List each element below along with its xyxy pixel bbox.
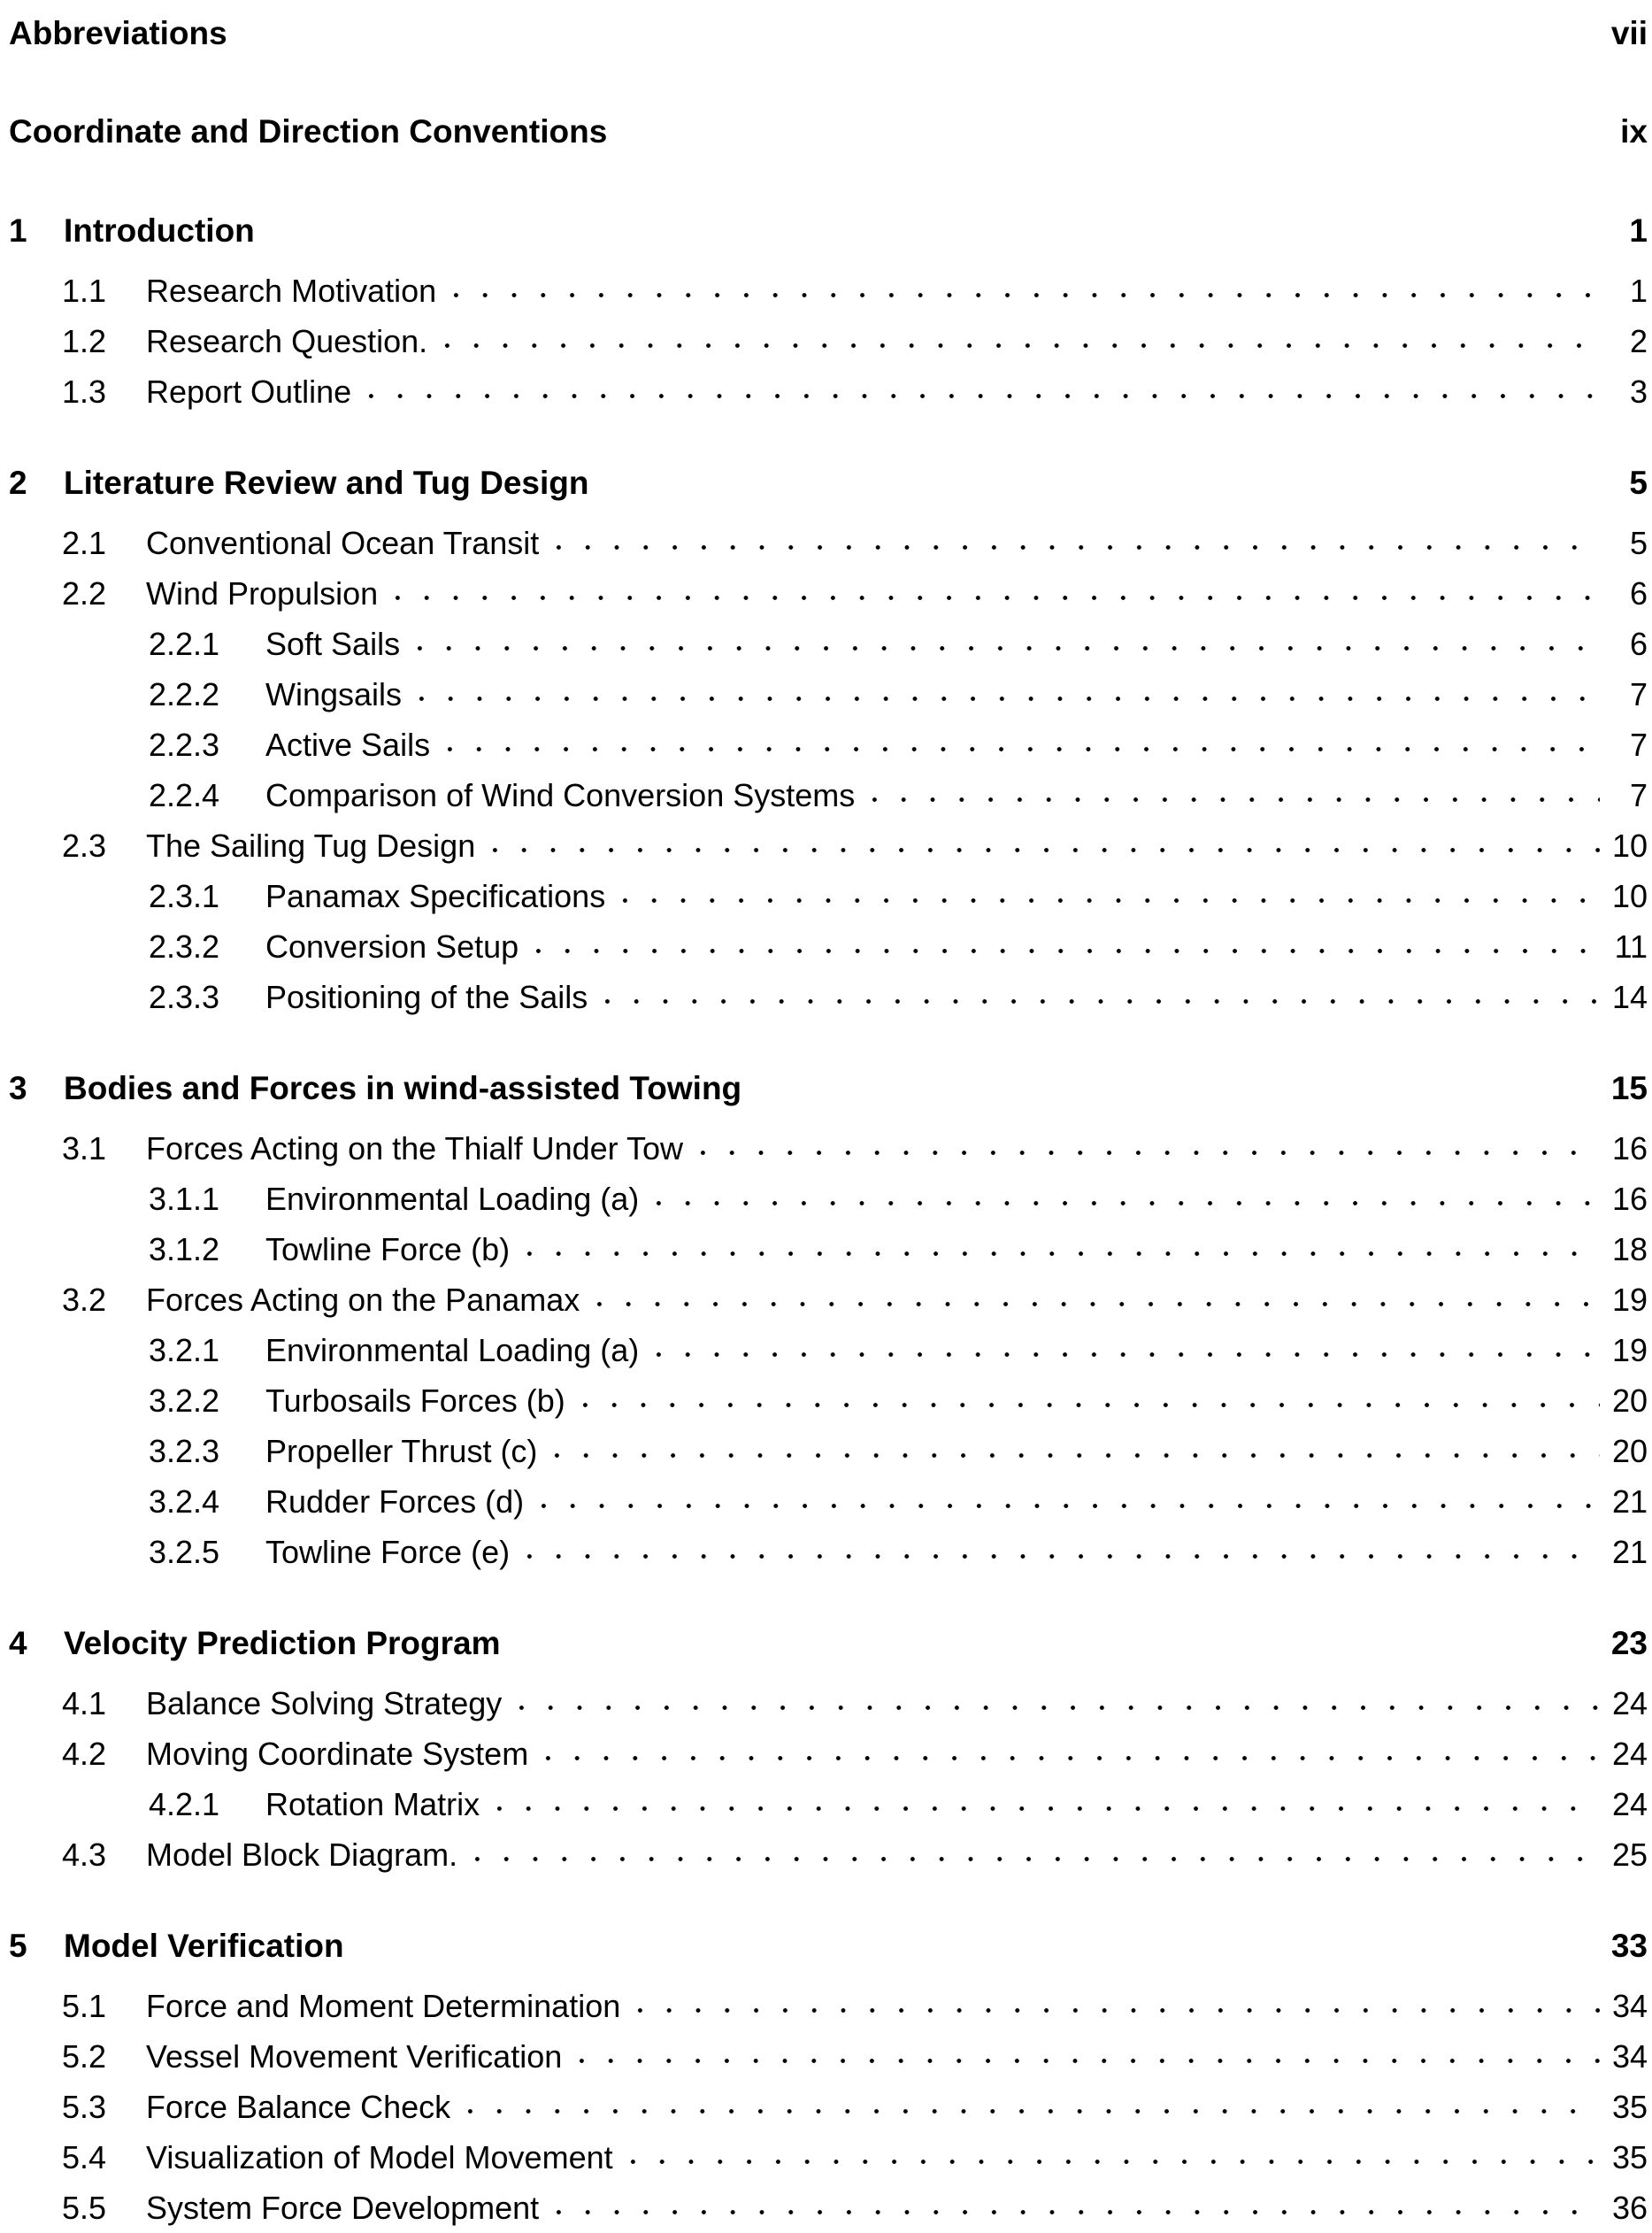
toc-entry-section[interactable]	[9, 266, 1648, 316]
toc-entry-page-number: 6	[1629, 626, 1648, 662]
toc-entry-number: 2	[9, 465, 27, 501]
toc-entry-subsection[interactable]	[9, 921, 1648, 972]
toc-dot-leader	[463, 1839, 1600, 1871]
toc-entry-subsection[interactable]	[9, 972, 1648, 1022]
toc-entry-chapter[interactable]	[9, 1609, 1648, 1678]
toc-entry-number: 1.2	[62, 323, 107, 359]
toc-dot-leader	[435, 729, 1600, 761]
toc-entry-number: 3.2.1	[149, 1332, 220, 1368]
toc-entry-title: Report Outline	[146, 373, 352, 410]
toc-entry-page-number: 34	[1611, 2038, 1648, 2075]
toc-entry-chapter[interactable]	[9, 1912, 1648, 1981]
toc-dot-leader	[480, 830, 1600, 862]
toc-entry-page-number: 3	[1629, 373, 1648, 410]
toc-dot-leader	[571, 1385, 1600, 1417]
toc-dot-leader	[626, 1990, 1600, 2022]
toc-entry-number: 2.2.2	[149, 676, 220, 712]
table-of-contents	[9, 0, 1648, 2233]
toc-entry-page-number: 6	[1629, 575, 1648, 612]
toc-dot-leader	[567, 2041, 1600, 2073]
toc-entry-number: 2.2.1	[149, 626, 220, 662]
toc-entry-number: 2.1	[62, 525, 107, 561]
toc-entry-chapter[interactable]	[9, 1054, 1648, 1123]
toc-entry-section[interactable]	[9, 820, 1648, 871]
toc-entry-title: Comparison of Wind Conversion Systems	[265, 777, 856, 813]
toc-entry-section[interactable]	[9, 1123, 1648, 1174]
toc-dot-leader	[644, 1183, 1600, 1215]
toc-dot-leader	[405, 628, 1600, 660]
toc-entry-page-number: 21	[1611, 1483, 1648, 1520]
toc-dot-leader	[644, 1335, 1600, 1367]
toc-spacer	[9, 1880, 1648, 1912]
toc-entry-title: Model Verification	[64, 1928, 344, 1964]
toc-entry-number: 5.4	[62, 2139, 107, 2175]
toc-entry-title: Bodies and Forces in wind-assisted Towing	[64, 1070, 742, 1106]
toc-entry-title: Moving Coordinate System	[146, 1736, 529, 1772]
toc-dot-leader	[515, 1536, 1600, 1568]
toc-entry-subsection[interactable]	[9, 1174, 1648, 1224]
toc-entry-subsection[interactable]	[9, 1426, 1648, 1476]
toc-entry-number: 3.1.1	[149, 1181, 220, 1217]
toc-dot-leader	[619, 2142, 1600, 2174]
toc-entry-subsection[interactable]	[9, 1375, 1648, 1426]
toc-entry-section[interactable]	[9, 1981, 1648, 2031]
toc-entry-number: 2.3.2	[149, 928, 220, 965]
toc-entry-title: Wingsails	[265, 676, 403, 712]
toc-entry-page-number: 19	[1611, 1282, 1648, 1318]
toc-entry-title: Wind Propulsion	[146, 575, 379, 612]
toc-entry-section[interactable]	[9, 366, 1648, 417]
toc-spacer	[9, 1022, 1648, 1054]
toc-entry-title: Vessel Movement Verification	[146, 2038, 563, 2075]
toc-entry-subsection[interactable]	[9, 770, 1648, 820]
toc-entry-title: Turbosails Forces (b)	[265, 1382, 565, 1419]
toc-entry-number: 3	[9, 1070, 27, 1106]
toc-entry-title: Force Balance Check	[146, 2089, 451, 2125]
toc-entry-title: Model Block Diagram.	[146, 1836, 458, 1873]
toc-dot-leader	[544, 527, 1600, 559]
toc-entry-page-number: vii	[1610, 15, 1648, 51]
toc-entry-number: 1	[9, 212, 27, 249]
toc-entry-page-number: 2	[1629, 323, 1648, 359]
toc-entry-title: Propeller Thrust (c)	[265, 1433, 538, 1469]
toc-entry-page-number: 7	[1629, 777, 1648, 813]
toc-dot-leader	[350, 1930, 1600, 1963]
toc-dot-leader	[585, 1284, 1600, 1316]
toc-entry-title: Environmental Loading (a)	[265, 1332, 640, 1368]
toc-entry-page-number: 10	[1611, 828, 1648, 864]
toc-spacer	[9, 417, 1648, 449]
toc-entry-number: 3.2.2	[149, 1382, 220, 1419]
toc-dot-leader	[515, 1234, 1600, 1266]
toc-entry-page-number: 1	[1629, 273, 1648, 309]
toc-entry-page-number: 19	[1611, 1332, 1648, 1368]
toc-entry-number: 2.2	[62, 575, 107, 612]
toc-entry-page-number: 24	[1611, 1685, 1648, 1721]
toc-entry-title: Conventional Ocean Transit	[146, 525, 540, 561]
toc-entry-number: 5.3	[62, 2089, 107, 2125]
toc-entry-page-number: 14	[1611, 979, 1648, 1015]
toc-entry-number: 2.2.4	[149, 777, 220, 813]
toc-dot-leader	[456, 2091, 1600, 2123]
toc-entry-number: 1.3	[62, 373, 107, 410]
toc-dot-leader	[534, 1738, 1600, 1770]
toc-entry-subsection[interactable]	[9, 720, 1648, 770]
toc-entry-page-number: 36	[1611, 2190, 1648, 2226]
toc-entry-title: System Force Development	[146, 2190, 540, 2226]
toc-dot-leader	[524, 931, 1600, 963]
toc-dot-leader	[860, 780, 1600, 812]
toc-entry-subsection[interactable]	[9, 669, 1648, 720]
toc-spacer	[9, 165, 1648, 196]
toc-entry-page-number: 16	[1611, 1181, 1648, 1217]
toc-entry-page-number: 16	[1611, 1130, 1648, 1167]
toc-entry-section[interactable]	[9, 2082, 1648, 2132]
toc-entry-page-number: 21	[1611, 1534, 1648, 1570]
toc-entry-page-number: 35	[1611, 2139, 1648, 2175]
toc-dot-leader	[442, 275, 1600, 307]
toc-dot-leader	[688, 1133, 1600, 1165]
toc-entry-title: Visualization of Model Movement	[146, 2139, 613, 2175]
toc-entry-number: 3.2.4	[149, 1483, 220, 1520]
toc-entry-title: Towline Force (b)	[265, 1231, 511, 1267]
toc-entry-section[interactable]	[9, 1274, 1648, 1325]
toc-entry-page-number: 24	[1611, 1786, 1648, 1822]
toc-entry-page-number: 35	[1611, 2089, 1648, 2125]
toc-dot-leader	[747, 1073, 1600, 1105]
toc-dot-leader	[233, 17, 1600, 50]
toc-entry-chapter[interactable]	[9, 196, 1648, 266]
toc-entry-section[interactable]	[9, 568, 1648, 619]
toc-entry-section[interactable]	[9, 1729, 1648, 1779]
toc-entry-page-number: 20	[1611, 1433, 1648, 1469]
toc-entry-page-number: 24	[1611, 1736, 1648, 1772]
toc-entry-title: Velocity Prediction Program	[64, 1625, 501, 1661]
toc-entry-subsection[interactable]	[9, 871, 1648, 921]
toc-entry-front[interactable]	[9, 0, 1648, 66]
toc-entry-page-number: 34	[1611, 1988, 1648, 2024]
toc-entry-title: Research Motivation	[146, 273, 437, 309]
toc-entry-number: 3.2.5	[149, 1534, 220, 1570]
toc-dot-leader	[485, 1789, 1600, 1821]
toc-entry-section[interactable]	[9, 2132, 1648, 2183]
toc-spacer	[9, 66, 1648, 98]
toc-dot-leader	[507, 1688, 1600, 1720]
toc-entry-page-number: 18	[1611, 1231, 1648, 1267]
toc-entry-number: 5.2	[62, 2038, 107, 2075]
toc-entry-page-number: ix	[1620, 113, 1648, 150]
toc-entry-number: 4.2.1	[149, 1786, 220, 1822]
toc-entry-page-number: 7	[1629, 676, 1648, 712]
toc-dot-leader	[529, 1486, 1600, 1518]
toc-entry-number: 4.3	[62, 1836, 107, 1873]
toc-entry-title: Forces Acting on the Panamax	[146, 1282, 580, 1318]
toc-entry-title: Panamax Specifications	[265, 878, 606, 914]
toc-entry-number: 3.1	[62, 1130, 107, 1167]
toc-entry-title: Environmental Loading (a)	[265, 1181, 640, 1217]
toc-dot-leader	[612, 115, 1600, 148]
toc-entry-number: 2.3	[62, 828, 107, 864]
toc-entry-front[interactable]	[9, 98, 1648, 165]
toc-entry-page-number: 33	[1610, 1928, 1648, 1964]
toc-entry-page-number: 7	[1629, 727, 1648, 763]
toc-entry-number: 4.1	[62, 1685, 107, 1721]
toc-entry-page-number: 25	[1611, 1836, 1648, 1873]
toc-entry-number: 5.1	[62, 1988, 107, 2024]
toc-dot-leader	[260, 215, 1600, 248]
toc-entry-number: 5	[9, 1928, 27, 1964]
toc-entry-subsection[interactable]	[9, 1527, 1648, 1577]
toc-entry-title: The Sailing Tug Design	[146, 828, 476, 864]
toc-entry-subsection[interactable]	[9, 1325, 1648, 1375]
toc-dot-leader	[357, 376, 1600, 408]
toc-dot-leader	[611, 881, 1600, 912]
toc-entry-title: Forces Acting on the Thialf Under Tow	[146, 1130, 683, 1167]
toc-entry-title: Abbreviations	[9, 15, 227, 51]
toc-entry-number: 3.1.2	[149, 1231, 220, 1267]
toc-entry-page-number: 23	[1610, 1625, 1648, 1661]
toc-entry-number: 3.2	[62, 1282, 107, 1318]
toc-dot-leader	[383, 578, 1600, 610]
toc-entry-page-number: 5	[1629, 525, 1648, 561]
toc-entry-title: Conversion Setup	[265, 928, 519, 965]
toc-entry-section[interactable]	[9, 1829, 1648, 1880]
toc-entry-section[interactable]	[9, 518, 1648, 568]
toc-entry-subsection[interactable]	[9, 619, 1648, 669]
toc-entry-title: Active Sails	[265, 727, 431, 763]
toc-entry-chapter[interactable]	[9, 449, 1648, 518]
toc-entry-section[interactable]	[9, 1678, 1648, 1729]
toc-entry-page-number: 20	[1611, 1382, 1648, 1419]
toc-entry-page-number: 11	[1614, 928, 1648, 965]
toc-entry-page-number: 15	[1610, 1070, 1648, 1106]
toc-entry-subsection[interactable]	[9, 1779, 1648, 1829]
toc-entry-title: Balance Solving Strategy	[146, 1685, 503, 1721]
toc-dot-leader	[505, 1628, 1600, 1660]
toc-entry-number: 2.3.3	[149, 979, 220, 1015]
toc-entry-title: Soft Sails	[265, 626, 401, 662]
toc-spacer	[9, 1577, 1648, 1609]
toc-entry-section[interactable]	[9, 316, 1648, 366]
toc-entry-section[interactable]	[9, 2031, 1648, 2082]
toc-entry-number: 4	[9, 1625, 27, 1661]
toc-entry-number: 3.2.3	[149, 1433, 220, 1469]
toc-entry-page-number: 10	[1611, 878, 1648, 914]
toc-dot-leader	[542, 1436, 1600, 1467]
toc-dot-leader	[407, 679, 1600, 711]
toc-entry-title: Towline Force (e)	[265, 1534, 511, 1570]
toc-entry-section[interactable]	[9, 2183, 1648, 2233]
toc-dot-leader	[433, 326, 1600, 358]
toc-dot-leader	[593, 982, 1600, 1013]
toc-entry-title: Coordinate and Direction Conventions	[9, 113, 608, 150]
toc-dot-leader	[544, 2192, 1600, 2224]
toc-entry-title: Introduction	[64, 212, 255, 249]
toc-entry-page-number: 1	[1629, 212, 1648, 249]
toc-entry-title: Literature Review and Tug Design	[64, 465, 589, 501]
toc-entry-subsection[interactable]	[9, 1476, 1648, 1527]
toc-dot-leader	[594, 467, 1600, 500]
toc-entry-title: Research Question.	[146, 323, 428, 359]
toc-entry-title: Force and Moment Determination	[146, 1988, 621, 2024]
toc-entry-number: 2.2.3	[149, 727, 220, 763]
toc-entry-title: Rudder Forces (d)	[265, 1483, 525, 1520]
toc-entry-number: 2.3.1	[149, 878, 220, 914]
toc-entry-number: 4.2	[62, 1736, 107, 1772]
toc-entry-title: Positioning of the Sails	[265, 979, 588, 1015]
toc-entry-title: Rotation Matrix	[265, 1786, 480, 1822]
toc-entry-number: 1.1	[62, 273, 107, 309]
toc-entry-subsection[interactable]	[9, 1224, 1648, 1274]
toc-entry-page-number: 5	[1629, 465, 1648, 501]
toc-entry-number: 5.5	[62, 2190, 107, 2226]
